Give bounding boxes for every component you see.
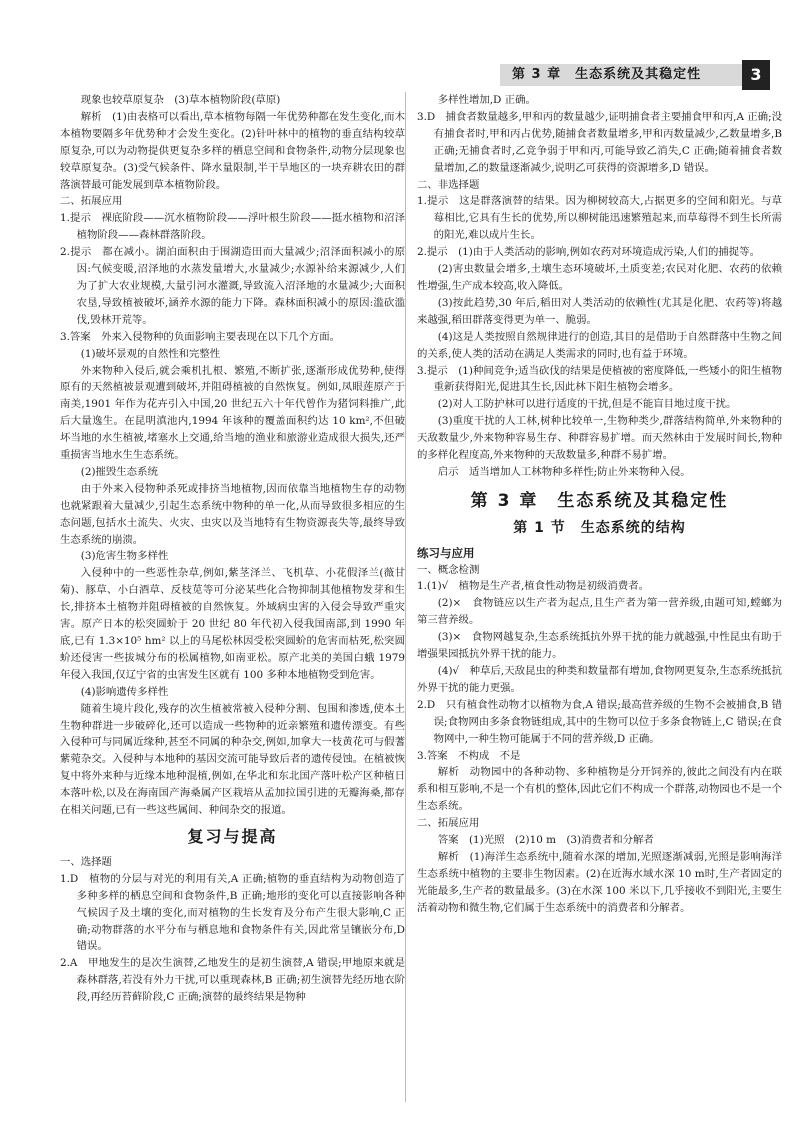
review-heading: 复习与提高 xyxy=(187,826,278,846)
paragraph: 随着生境片段化,残存的次生植被常被入侵种分割、包围和渗透,使本土生物种群进一步破碎化,还可以造成一些物种的近亲繁殖和遗传漂变。有些入侵种可与同属近缘种,甚至不同属的种杂交,例如,加拿大一枝黄花可与假蓍紫菀杂交。入侵种与本地种的基因交流可能导致后者的遗传侵蚀。在植被恢复中将外来种与近缘本地种混植,例如,在华北和东北国产落叶松产区种植日本落叶松,以及在海南国产海桑属产区栽培从孟加拉国引进的无瓣海桑,都存在相关问题,已有一些这些属间、种间杂交的报道。 xyxy=(60,702,405,817)
answer-item: 2.D 只有植食性动物才以植物为食,A 错误;最高营养级的生物不会被捕食,B 错误;食物网由多条食物链组成,其中的生物可以位于多条食物链上,C 错误;在食物网中,一种生物可能属于不同的营养级,D 正确。 xyxy=(417,698,782,745)
sub-heading: (3)危害生物多样性 xyxy=(80,550,169,563)
sub-heading: (1)破坏景观的自然性和完整性 xyxy=(80,347,221,360)
paragraph: (3)重度干扰的人工林,树种比较单一,生物种类少,群落结构简单,外来物种的天敌数量少,外来物种容易生存、种群容易扩增。而天然林由于发展时间长,物种的多样化程度高,外来物种的天敌数量多,种群不易扩增。 xyxy=(417,415,782,462)
sub-heading: (4)影响遗传多样性 xyxy=(80,685,169,698)
paragraph: (2)× 食物链应以生产者为起点,且生产者为第一营养级,由题可知,螳螂为第三营养级。 xyxy=(417,597,782,627)
chapter-running-title: 第 3 章 生态系统及其稳定性 xyxy=(512,67,702,82)
paragraph: (3)按此趋势,30 年后,稻田对人类活动的依赖性(尤其是化肥、农药等)将越来越强,稻田群落变得更为单一、脆弱。 xyxy=(417,296,782,326)
answer-item: 1.提示 这是群落演替的结果。因为柳树较高大,占据更多的空间和阳光。与草莓相比,它具有生长的优势,所以柳树能迅速繁殖起来,而草莓得不到生长所需的阳光,难以成片生长。 xyxy=(417,195,782,242)
section-label: 二、拓展应用 xyxy=(60,195,123,208)
left-column xyxy=(60,92,405,1006)
answer-item: 3.D 捕食者数量越多,甲和丙的数量越少,证明捕食者主要捕食甲和丙,A 正确;没有捕食者时,甲和丙占优势,随捕食者数量增多,甲和丙数量减少,乙数量增多,B 正确;无捕食者时,乙竞争弱于甲和丙,可能导致乙消失,C 正确;随着捕食者数量增加,乙的数量逐渐减少,说明乙可获得的资源增多,D 错误。 xyxy=(417,110,782,174)
analysis-paragraph: 解析 (1)由表格可以看出,草本植物每隔一年优势种都在发生变化,而木本植物要隔多年优势种才会发生变化。(2)针叶林中的植物的垂直结构较草原复杂,可以为动物提供更复杂多样的栖息空间和食物条件,动物分层现象也较草原复杂。(3)受气候条件、降水量限制,半干旱地区的一块弃耕农田的群落演替最可能发展到草本植物阶段。 xyxy=(60,110,405,191)
answer-item: 2.提示 都在减小。湖泊面积由于围湖造田而大量减少;沼泽面积减小的原因:气候变暖,沼泽地的水蒸发量增大,水量减少;水源补给来源减少,人们为了扩大农业规模,大量引河水灌溉,导致流入沼泽地的水量减少;大面积农垦,导致植被破坏,涵养水源的能力下降。森林面积减小的原因:滥砍滥伐,毁林开荒等。 xyxy=(60,246,405,326)
sub-heading: (2)摧毁生态系统 xyxy=(80,465,158,478)
paragraph: (3)× 食物网越复杂,生态系统抵抗外界干扰的能力就越强,中性昆虫有助于增强果园抵抗外界干扰的能力。 xyxy=(417,631,782,661)
paragraph: 启示 适当增加人工林物种多样性;防止外来物种入侵。 xyxy=(437,465,691,478)
paragraph: (2)害虫数量会增多,土壤生态环境破坏,土质变差;农民对化肥、农药的依赖性增强,生产成本较高,收入降低。 xyxy=(417,263,782,292)
answer-item: 3.答案 不构成 不是 xyxy=(417,749,521,762)
answer-line: 答案 (1)光照 (2)10 m (3)消费者和分解者 xyxy=(437,834,654,847)
paragraph: 多样性增加,D 正确。 xyxy=(437,94,536,106)
section-label: 一、选择题 xyxy=(60,855,112,868)
column-divider xyxy=(405,92,406,1102)
section-label: 二、拓展应用 xyxy=(417,817,480,830)
analysis-paragraph: 解析 动物园中的各种动物、多种植物是分开饲养的,彼此之间没有内在联系和相互影响,不是一个有机的整体,因此它们不构成一个群落,动物园也不是一个生态系统。 xyxy=(417,766,782,813)
answer-item: 1.提示 裸底阶段——沉水植物阶段——浮叶根生阶段——挺水植物和沼泽植物阶段——森林群落阶段。 xyxy=(60,212,405,242)
section-heading: 第 1 节 生态系统的结构 xyxy=(513,519,686,536)
answer-item: 3.答案 外来入侵物种的负面影响主要表现在以下几个方面。 xyxy=(60,330,341,343)
answer-item: 2.A 甲地发生的是次生演替,乙地发生的是初生演替,A 错误;甲地原来就是森林群落,若没有外力干扰,可以重现森林,B 正确;初生演替先经历地衣阶段,再经历苔藓阶段,C 正确;演替的最终结果是物种 xyxy=(60,957,405,1004)
answer-item: 1.D 植物的分层与对光的利用有关,A 正确;植物的垂直结构为动物创造了多种多样的栖息空间和食物条件,B 正确;地形的变化可以直接影响各种气候因子及土壤的变化,而对植物的生长发育及分布产生很大影响,C 正确;动物群落的水平分布与栖息地和食物条件有关,因此常呈镶嵌分布,D 错误。 xyxy=(60,872,405,953)
answer-item: 1.(1)√ 植物是生产者,植食性动物是初级消费者。 xyxy=(417,580,649,593)
paragraph: 由于外来入侵物种杀死或排挤当地植物,因而依靠当地植物生存的动物也就紧跟着大量减少,引起生态系统中物种的单一化,从而导致很多相应的生态问题,包括水土流失、火灾、虫灾以及当地特有生物资源丧失等,最终导致生态系统的崩溃。 xyxy=(60,482,405,546)
section-label: 二、非选择题 xyxy=(417,178,480,191)
answer-item: 2.提示 (1)由于人类活动的影响,例如农药对环境造成污染,人们的捕捉等。 xyxy=(417,246,760,259)
paragraph: (2)对人工防护林可以进行适度的干扰,但是不能盲目地过度干扰。 xyxy=(437,398,737,411)
page-number: 3 xyxy=(742,60,770,90)
page-header xyxy=(0,0,800,84)
answer-item: 3.提示 (1)种间竞争;适当砍伐的结果是使植被的密度降低,一些矮小的阳生植物重新获得阳光,促进其生长,因此林下阳生植物会增多。 xyxy=(417,364,782,394)
right-column xyxy=(417,92,782,917)
chapter-heading: 第 3 章 生态系统及其稳定性 xyxy=(470,490,729,511)
practice-heading: 练习与应用 xyxy=(417,545,475,560)
paragraph: (4)这是人类按照自然规律进行的创造,其目的是借助于自然群落中生物之间的关系,使人类的活动在满足人类需求的同时,也有益于环境。 xyxy=(417,330,782,360)
paragraph: 外来物种入侵后,就会乘机扎根、繁殖,不断扩张,逐渐形成优势种,使得原有的天然植被景观遭到破坏,并阻碍植被的自然恢复。例如,凤眼莲原产于南美,1901 年作为花卉引入中国,20 世纪五六十年代曾作为猪饲料推广,此后大量逸生。在昆明滇池内,1994 年该种的覆盖面积约达 10 km²,不但破坏当地的水生植被,堵塞水上交通,给当地的渔业和旅游业造成很大损失,还严重损害当地水生生态系统。 xyxy=(60,364,405,462)
paragraph: 入侵种中的一些恶性杂草,例如,紫茎泽兰、飞机草、小花假泽兰(薇甘菊)、豚草、小白酒草、反枝苋等可分泌某些化合物抑制其他植物发芽和生长,排挤本土植物并阻碍植被的自然恢复。外域病虫害的入侵会导致严重灾害。原产日本的松突圆蚧于 20 世纪 80 年代初入侵我国南部,到 1990 年底,已有 1.3×10⁵ hm² 以上的马尾松林因受松突圆蚧的危害而枯死,松突圆蚧还侵害一些拔城分布的松属植物,如南亚松。原产北美的美国白蛾 1979 年侵入我国,仅辽宁省的虫害发生区就有 100 多种本地植物受到危害。 xyxy=(60,567,405,681)
analysis-paragraph: 解析 (1)海洋生态系统中,随着水深的增加,光照逐渐减弱,光照是影响海洋生态系统中植物的主要非生物因素。(2)在近海水域水深 10 m时,生产者固定的光能最多,生产者的数量最多。(3)在水深 100 米以下,几乎接收不到阳光,主要生活着动物和微生物,它们属于生态系统中的消费者和分解者。 xyxy=(417,850,782,914)
section-label: 一、概念检测 xyxy=(417,563,480,576)
paragraph: 现象也较草原复杂 (3)草本植物阶段(草原) xyxy=(80,94,281,106)
paragraph: (4)√ 种草后,天敌昆虫的种类和数量都有增加,食物网更复杂,生态系统抵抗外界干扰的能力更强。 xyxy=(417,665,782,694)
